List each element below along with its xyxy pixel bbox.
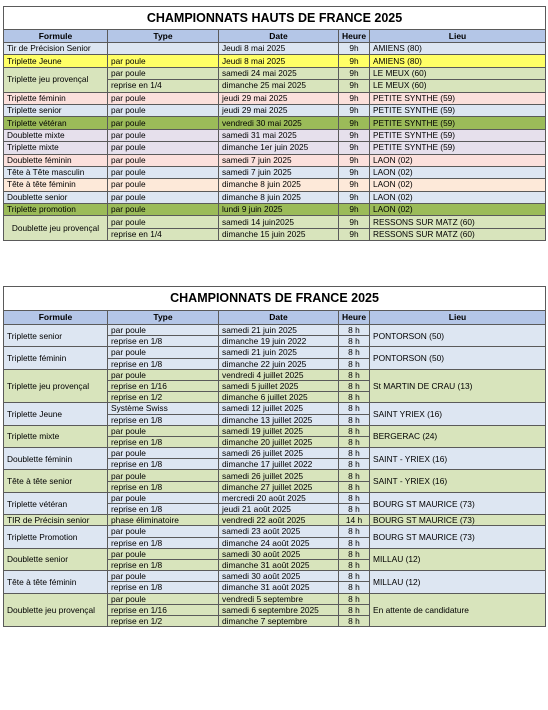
table-row <box>4 67 546 79</box>
header-date: Date <box>219 311 339 325</box>
lieu-cell: PETITE SYNTHE (59) <box>370 142 546 154</box>
type-cell: reprise en 1/8 <box>108 336 219 347</box>
date-cell: samedi 6 septembre 2025 <box>219 604 339 615</box>
lieu-cell: MILLAU (12) <box>370 571 546 593</box>
formule-cell: Tête à tête féminin <box>4 571 108 593</box>
heure-cell: 9h <box>339 228 370 240</box>
heure-cell: 8 h <box>339 492 370 503</box>
formule-cell: Tir de Précision Senior <box>4 43 108 55</box>
table-row <box>4 179 546 191</box>
table-row <box>4 425 546 436</box>
formule-cell: Tête à Tête masculin <box>4 166 108 178</box>
lieu-cell: BOURG ST MAURICE (73) <box>370 526 546 548</box>
date-cell: jeudi 21 août 2025 <box>219 504 339 515</box>
table-row <box>4 129 546 141</box>
type-cell: par poule <box>108 92 219 104</box>
formule-cell: Doublette mixte <box>4 129 108 141</box>
date-cell: Jeudi 8 mai 2025 <box>219 55 339 67</box>
formule-cell: Doublette senior <box>4 548 108 570</box>
heure-cell: 9h <box>339 216 370 228</box>
heure-cell: 9h <box>339 142 370 154</box>
type-cell: par poule <box>108 347 219 358</box>
type-cell: par poule <box>108 55 219 67</box>
formule-cell: Triplette féminin <box>4 347 108 369</box>
lieu-cell: LE MEUX (60) <box>370 80 546 92</box>
regional-title: CHAMPIONNATS HAUTS DE FRANCE 2025 <box>4 7 546 30</box>
date-cell: dimanche 25 mai 2025 <box>219 80 339 92</box>
table-row <box>4 448 546 459</box>
date-cell: samedi 31 mai 2025 <box>219 129 339 141</box>
header-heure: Heure <box>339 30 370 43</box>
table-row <box>4 166 546 178</box>
type-cell: reprise en 1/8 <box>108 358 219 369</box>
type-cell: reprise en 1/2 <box>108 392 219 403</box>
lieu-cell: LAON (02) <box>370 179 546 191</box>
heure-cell: 8 h <box>339 325 370 336</box>
heure-cell: 9h <box>339 104 370 116</box>
type-cell: par poule <box>108 67 219 79</box>
formule-cell: Tête à tête senior <box>4 470 108 492</box>
date-cell: samedi 30 août 2025 <box>219 548 339 559</box>
type-cell: par poule <box>108 425 219 436</box>
date-cell: dimanche 17 juillet 2022 <box>219 459 339 470</box>
lieu-cell: LE MEUX (60) <box>370 67 546 79</box>
type-cell: par poule <box>108 191 219 203</box>
heure-cell: 8 h <box>339 526 370 537</box>
heure-cell: 8 h <box>339 414 370 425</box>
date-cell: dimanche 22 juin 2025 <box>219 358 339 369</box>
heure-cell: 9h <box>339 129 370 141</box>
lieu-cell: BERGERAC (24) <box>370 425 546 447</box>
lieu-cell: RESSONS SUR MATZ (60) <box>370 216 546 228</box>
table-row <box>4 369 546 380</box>
date-cell: dimanche 13 juillet 2025 <box>219 414 339 425</box>
date-cell: vendredi 30 mai 2025 <box>219 117 339 129</box>
date-cell: dimanche 6 juillet 2025 <box>219 392 339 403</box>
type-cell: par poule <box>108 593 219 604</box>
type-cell: reprise en 1/4 <box>108 228 219 240</box>
type-cell: par poule <box>108 369 219 380</box>
type-cell: par poule <box>108 179 219 191</box>
formule-cell: Triplette mixte <box>4 425 108 447</box>
formule-cell: Doublette féminin <box>4 448 108 470</box>
date-cell: samedi 14 juin2025 <box>219 216 339 228</box>
lieu-cell: En attente de candidature <box>370 593 546 627</box>
heure-cell: 9h <box>339 67 370 79</box>
heure-cell: 9h <box>339 204 370 216</box>
heure-cell: 8 h <box>339 571 370 582</box>
date-cell: vendredi 4 juillet 2025 <box>219 369 339 380</box>
formule-cell: TIR de Précisin senior <box>4 515 108 526</box>
heure-cell: 8 h <box>339 559 370 570</box>
type-cell: par poule <box>108 129 219 141</box>
type-cell: reprise en 1/8 <box>108 559 219 570</box>
type-cell: par poule <box>108 526 219 537</box>
header-formule: Formule <box>4 30 108 43</box>
heure-cell: 8 h <box>339 336 370 347</box>
header-lieu: Lieu <box>370 311 546 325</box>
date-cell: dimanche 31 août 2025 <box>219 582 339 593</box>
national-championships-table <box>3 286 546 627</box>
formule-cell: Triplette jeu provençal <box>4 67 108 92</box>
date-cell: vendredi 22 août 2025 <box>219 515 339 526</box>
formule-cell: Doublette jeu provençal <box>4 216 108 241</box>
formule-cell: Triplette vétéran <box>4 117 108 129</box>
heure-cell: 8 h <box>339 481 370 492</box>
type-cell: par poule <box>108 470 219 481</box>
formule-cell: Triplette Promotion <box>4 526 108 548</box>
heure-cell: 8 h <box>339 358 370 369</box>
lieu-cell: PETITE SYNTHE (59) <box>370 117 546 129</box>
type-cell: par poule <box>108 548 219 559</box>
heure-cell: 14 h <box>339 515 370 526</box>
heure-cell: 8 h <box>339 380 370 391</box>
formule-cell: Triplette promotion <box>4 204 108 216</box>
header-formule: Formule <box>4 311 108 325</box>
date-cell: samedi 7 juin 2025 <box>219 166 339 178</box>
header-type: Type <box>108 30 219 43</box>
lieu-cell: PONTORSON (50) <box>370 325 546 347</box>
regional-championships-table <box>3 6 546 241</box>
lieu-cell: PETITE SYNTHE (59) <box>370 104 546 116</box>
formule-cell: Triplette féminin <box>4 92 108 104</box>
heure-cell: 8 h <box>339 425 370 436</box>
date-cell: samedi 5 juillet 2025 <box>219 380 339 391</box>
date-cell: dimanche 7 septembre <box>219 615 339 626</box>
table-row <box>4 403 546 414</box>
date-cell: samedi 21 juin 2025 <box>219 325 339 336</box>
type-cell: reprise en 1/8 <box>108 481 219 492</box>
heure-cell: 8 h <box>339 369 370 380</box>
date-cell: dimanche 27 juillet 2025 <box>219 481 339 492</box>
date-cell: samedi 30 août 2025 <box>219 571 339 582</box>
table-row <box>4 347 546 358</box>
date-cell: mercredi 20 août 2025 <box>219 492 339 503</box>
date-cell: samedi 24 mai 2025 <box>219 67 339 79</box>
type-cell: phase éliminatoire <box>108 515 219 526</box>
heure-cell: 9h <box>339 166 370 178</box>
lieu-cell: SAINT YRIEX (16) <box>370 403 546 425</box>
heure-cell: 8 h <box>339 615 370 626</box>
heure-cell: 8 h <box>339 436 370 447</box>
heure-cell: 9h <box>339 117 370 129</box>
heure-cell: 8 h <box>339 604 370 615</box>
date-cell: dimanche 8 juin 2025 <box>219 191 339 203</box>
heure-cell: 9h <box>339 179 370 191</box>
type-cell: par poule <box>108 204 219 216</box>
lieu-cell: AMIENS (80) <box>370 43 546 55</box>
formule-cell: Tête à tête féminin <box>4 179 108 191</box>
formule-cell: Doublette senior <box>4 191 108 203</box>
date-cell: dimanche 8 juin 2025 <box>219 179 339 191</box>
lieu-cell: MILLAU (12) <box>370 548 546 570</box>
table-row <box>4 92 546 104</box>
type-cell <box>108 43 219 55</box>
type-cell: reprise en 1/16 <box>108 604 219 615</box>
date-cell: jeudi 29 mai 2025 <box>219 92 339 104</box>
type-cell: par poule <box>108 166 219 178</box>
header-lieu: Lieu <box>370 30 546 43</box>
lieu-cell: LAON (02) <box>370 154 546 166</box>
type-cell: par poule <box>108 117 219 129</box>
heure-cell: 8 h <box>339 582 370 593</box>
heure-cell: 8 h <box>339 448 370 459</box>
formule-cell: Triplette senior <box>4 104 108 116</box>
date-cell: samedi 19 juillet 2025 <box>219 425 339 436</box>
lieu-cell: BOURG ST MAURICE (73) <box>370 492 546 514</box>
type-cell: par poule <box>108 154 219 166</box>
type-cell: reprise en 1/8 <box>108 459 219 470</box>
type-cell: reprise en 1/8 <box>108 414 219 425</box>
date-cell: dimanche 1er juin 2025 <box>219 142 339 154</box>
heure-cell: 9h <box>339 154 370 166</box>
type-cell: par poule <box>108 325 219 336</box>
date-cell: dimanche 15 juin 2025 <box>219 228 339 240</box>
heure-cell: 8 h <box>339 347 370 358</box>
date-cell: jeudi 29 mai 2025 <box>219 104 339 116</box>
lieu-cell: PETITE SYNTHE (59) <box>370 92 546 104</box>
table-row <box>4 548 546 559</box>
date-cell: dimanche 19 juin 2022 <box>219 336 339 347</box>
type-cell: par poule <box>108 104 219 116</box>
formule-cell: Triplette Jeune <box>4 55 108 67</box>
type-cell: reprise en 1/8 <box>108 537 219 548</box>
date-cell: Jeudi 8 mai 2025 <box>219 43 339 55</box>
table-row <box>4 470 546 481</box>
formule-cell: Triplette senior <box>4 325 108 347</box>
lieu-cell: PETITE SYNTHE (59) <box>370 129 546 141</box>
lieu-cell: PONTORSON (50) <box>370 347 546 369</box>
table-row <box>4 191 546 203</box>
table-row <box>4 593 546 604</box>
type-cell: reprise en 1/8 <box>108 436 219 447</box>
type-cell: par poule <box>108 448 219 459</box>
type-cell: reprise en 1/2 <box>108 615 219 626</box>
date-cell: dimanche 31 août 2025 <box>219 559 339 570</box>
table-row <box>4 492 546 503</box>
heure-cell: 9h <box>339 191 370 203</box>
formule-cell: Triplette mixte <box>4 142 108 154</box>
heure-cell: 8 h <box>339 392 370 403</box>
type-cell: par poule <box>108 142 219 154</box>
date-cell: samedi 12 juillet 2025 <box>219 403 339 414</box>
heure-cell: 9h <box>339 55 370 67</box>
date-cell: samedi 26 juillet 2025 <box>219 470 339 481</box>
type-cell: par poule <box>108 216 219 228</box>
lieu-cell: BOURG ST MAURICE (73) <box>370 515 546 526</box>
table-row <box>4 325 546 336</box>
lieu-cell: LAON (02) <box>370 166 546 178</box>
table-row <box>4 526 546 537</box>
table-row <box>4 55 546 67</box>
type-cell: reprise en 1/16 <box>108 380 219 391</box>
heure-cell: 9h <box>339 92 370 104</box>
lieu-cell: SAINT - YRIEX (16) <box>370 448 546 470</box>
table-row <box>4 204 546 216</box>
header-type: Type <box>108 311 219 325</box>
table-row <box>4 117 546 129</box>
formule-cell: Doublette jeu provençal <box>4 593 108 627</box>
lieu-cell: St MARTIN DE CRAU (13) <box>370 369 546 403</box>
heure-cell: 8 h <box>339 470 370 481</box>
formule-cell: Triplette Jeune <box>4 403 108 425</box>
date-cell: samedi 21 juin 2025 <box>219 347 339 358</box>
formule-cell: Doublette féminin <box>4 154 108 166</box>
date-cell: samedi 7 juin 2025 <box>219 154 339 166</box>
table-row <box>4 216 546 228</box>
lieu-cell: LAON (02) <box>370 191 546 203</box>
heure-cell: 9h <box>339 80 370 92</box>
lieu-cell: SAINT - YRIEX (16) <box>370 470 546 492</box>
type-cell: reprise en 1/4 <box>108 80 219 92</box>
type-cell: reprise en 1/8 <box>108 582 219 593</box>
national-title: CHAMPIONNATS DE FRANCE 2025 <box>4 287 546 311</box>
heure-cell: 8 h <box>339 504 370 515</box>
lieu-cell: AMIENS (80) <box>370 55 546 67</box>
heure-cell: 8 h <box>339 403 370 414</box>
type-cell: Système Swiss <box>108 403 219 414</box>
formule-cell: Triplette jeu provençal <box>4 369 108 403</box>
type-cell: reprise en 1/8 <box>108 504 219 515</box>
table-row <box>4 515 546 526</box>
lieu-cell: LAON (02) <box>370 204 546 216</box>
header-date: Date <box>219 30 339 43</box>
date-cell: vendredi 5 septembre <box>219 593 339 604</box>
date-cell: dimanche 20 juillet 2025 <box>219 436 339 447</box>
date-cell: samedi 26 juillet 2025 <box>219 448 339 459</box>
heure-cell: 8 h <box>339 459 370 470</box>
heure-cell: 9h <box>339 43 370 55</box>
date-cell: samedi 23 août 2025 <box>219 526 339 537</box>
table-row <box>4 104 546 116</box>
heure-cell: 8 h <box>339 548 370 559</box>
lieu-cell: RESSONS SUR MATZ (60) <box>370 228 546 240</box>
header-heure: Heure <box>339 311 370 325</box>
table-row <box>4 154 546 166</box>
date-cell: dimanche 24 août 2025 <box>219 537 339 548</box>
type-cell: par poule <box>108 571 219 582</box>
type-cell: par poule <box>108 492 219 503</box>
formule-cell: Triplette vétéran <box>4 492 108 514</box>
table-row <box>4 142 546 154</box>
heure-cell: 8 h <box>339 593 370 604</box>
date-cell: lundi 9 juin 2025 <box>219 204 339 216</box>
heure-cell: 8 h <box>339 537 370 548</box>
table-row <box>4 571 546 582</box>
table-row <box>4 43 546 55</box>
